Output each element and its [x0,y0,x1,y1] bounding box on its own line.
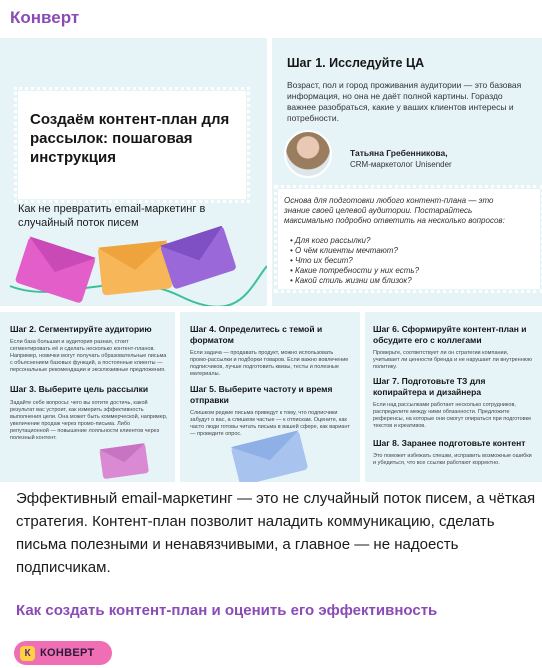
author-role: CRM-маркетолог Unisender [350,160,452,169]
steps-6-8-panel [365,312,542,482]
envelope-icon [220,430,320,482]
post-body: Эффективный email-маркетинг — это не случайный поток писем, а чёткая стратегия. Контент-план позволит наладить коммуникацию, сделать письма полезными и ненавязчивыми, а главное — не надоесть подписчикам. [16,490,536,576]
step1-title: Шаг 1. Исследуйте ЦА [287,56,425,70]
step5-title: Шаг 5. Выберите частоту и время отправки [190,384,333,405]
list-item: • Для кого рассылки? [290,236,510,246]
cover-subtitle: Как не превратить email-маркетинг в случайный поток писем [18,203,206,229]
step4-title: Шаг 4. Определитесь с темой и форматом [190,324,323,345]
article-link[interactable]: Как создать контент-план и оценить его эффективность [16,602,438,619]
list-item: • Что их бесит? [290,256,510,266]
step5-text: Слишком редкие письма приведут к тому, что подписчики забудут о вас, а слишком частые — к отпискам. Оцените, как часто люди готовы читать письма в вашей сфере, как вариант — проведите опрос. [190,410,350,437]
step6-text: Проверьте, соответствует ли он стратегии компании, учитывает ли ценности бренда и не нарушает ли внутреннюю политику. [373,350,533,370]
step2-text: Если база большая и аудитория разная, стоит сегментировать её и сделать несколько контент-планов. Например, новички могут получать образовательные письма с объяснением базовых функций, а постоянные клиенты — персональные рекомендации и эксклюзивные предложения. [10,339,167,373]
badge-label: КОНВЕРТ [40,647,95,659]
post-image[interactable] [0,30,542,482]
steps-2-3-panel [0,312,175,482]
list-item: • Какой стиль жизни им близок? [290,276,510,286]
author-name: Татьяна Гребенникова, [350,148,448,158]
cover-title: Создаём контент-план для рассылок: пошаговая инструкция [30,111,230,166]
step8-title: Шаг 8. Заранее подготовьте контент [373,438,526,448]
step1-text: Возраст, пол и город проживания аудитории — это базовая информация, но она не даёт полной картины. Гораздо важнее разобраться, какие у ваших клиентов интересы и потребности. [287,80,522,123]
envelopes-illustration [0,226,267,306]
envelope-logo-icon: К [20,646,35,661]
step3-text: Задайте себе вопросы: чего вы хотите достичь, какой результат вас устроит, как измерить эффективность выполнения цели. Она может быть коммерческой, например, увеличение продаж через промо-письма. Либо репутационной — повышение лояльности клиентов через полезный контент. [10,400,168,441]
step6-title: Шаг 6. Сформируйте контент-план и обсудите его с коллегами [373,324,527,345]
step4-text: Если задача — продавать продукт, можно использовать промо-рассылки и подборки товаров. Если важно вовлечение подписчиков, лучше подготовить квизы, тесты и полезные материалы. [190,350,349,377]
author-avatar [284,130,332,178]
step1-panel [272,38,542,306]
step8-text: Это поможет избежать спешки, исправить возможные ошибки и убедиться, что все ссылки работают корректно. [373,453,532,466]
steps-4-5-panel [180,312,360,482]
channel-badge[interactable] [14,641,112,665]
list-item: • Какие потребности у них есть? [290,266,510,276]
step7-title: Шаг 7. Подготовьте ТЗ для копирайтера и дизайнера [373,376,486,397]
step7-text: Если над рассылками работает несколько сотрудников, распределите между ними обязанности. Предложите референсы, на которые они смогут опираться при подготовке текстов и креативов. [373,402,532,429]
quote-text: Основа для подготовки любого контент-плана — это знание своей целевой аудитории. Постарайтесь максимально подробно ответить на несколько вопросов: [284,196,505,225]
step3-title: Шаг 3. Выберите цель рассылки [10,384,149,394]
channel-title[interactable]: Конверт [10,8,80,27]
cover-panel [0,38,267,306]
step2-title: Шаг 2. Сегментируйте аудиторию [10,324,152,334]
envelope-icon [95,440,155,480]
question-list [290,236,510,286]
list-item: • О чём клиенты мечтают? [290,246,510,256]
